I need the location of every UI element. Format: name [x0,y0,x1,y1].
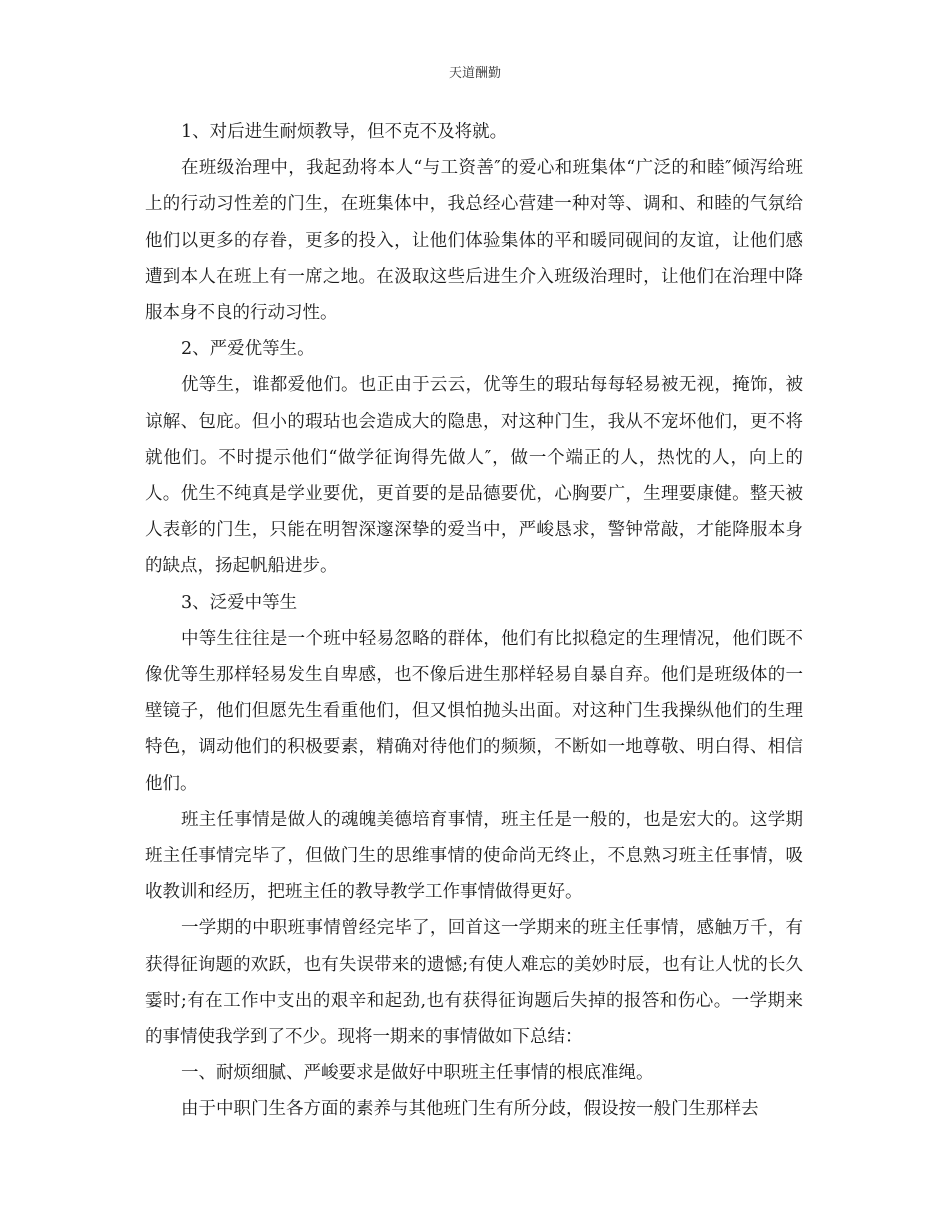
paragraph-9: 一、耐烦细腻、严峻要求是做好中职班主任事情的根底准绳。 [181,1063,654,1084]
paragraph-3: 2、严爱优等生。 [181,339,315,360]
paragraph-10: 由于中职门生各方面的素养与其他班门生有所分歧，假设按一般门生那样去 [181,1099,759,1120]
paragraph-8: 一学期的中职班事情曾经完毕了，回首这一学期来的班主任事情，感触万千，有获得征询题的欢跃，也有失误带来的遗憾;有使人难忘的美妙时辰，也有让人忧的长久霎时;有在工作中支出的艰辛和起劲,也有获得征询题后失掉的报答和伤心。一学期来的事情使我学到了不少。现将一期来的事情做如下总结： [145,918,803,1048]
page-header: 天道酬勤 [448,66,501,81]
paragraph-6: 中等生往往是一个班中轻易忽略的群体，他们有比拟稳定的生理情况，他们既不像优等生那样轻易发生自卑感，也不像后进生那样轻易自暴自弃。他们是班级体的一壁镜子，他们但愿先生看重他们，但又惧怕抛头出面。对这种门生我操纵他们的生理特色，调动他们的积极要素，精确对待他们的频频，不断如一地尊敬、明白得、相信他们。 [145,628,803,794]
document-body [145,114,803,1128]
paragraph-1: 1、对后进生耐烦教导，但不克不及将就。 [181,122,508,142]
paragraph-5: 3、泛爱中等生 [181,592,298,613]
paragraph-2: 在班级治理中，我起劲将本人“与工资善″的爱心和班集体“广泛的和睦″倾泻给班上的行动习性差的门生，在班集体中，我总经心营建一种对等、调和、和睦的气氛给他们以更多的存眷，更多的投入，让他们体验集体的平和暖同砚间的友谊，让他们感遭到本人在班上有一席之地。在汲取这些后进生介入班级治理时，让他们在治理中降服本身不良的行动习性。 [145,158,803,324]
paragraph-7: 班主任事情是做人的魂魄美德培育事情，班主任是一般的，也是宏大的。这学期班主任事情完毕了，但做门生的思维事情的使命尚无终止，不息熟习班主任事情，吸收教训和经历，把班主任的教导教学工作事情做得更好。 [145,809,803,903]
paragraph-4: 优等生，谁都爱他们。也正由于云云，优等生的瑕玷每每轻易被无视，掩饰，被谅解、包庇。但小的瑕玷也会造成大的隐患，对这种门生，我从不宠坏他们，更不将就他们。不时提示他们“做学征询得先做人″，做一个端正的人，热忱的人，向上的人。优生不纯真是学业要优，更首要的是品德要优，心胸要广，生理要康健。整天被人表彰的门生，只能在明智深邃深挚的爱当中，严峻恳求，警钟常敲，才能降服本身的缺点，扬起帆船进步。 [145,375,803,577]
